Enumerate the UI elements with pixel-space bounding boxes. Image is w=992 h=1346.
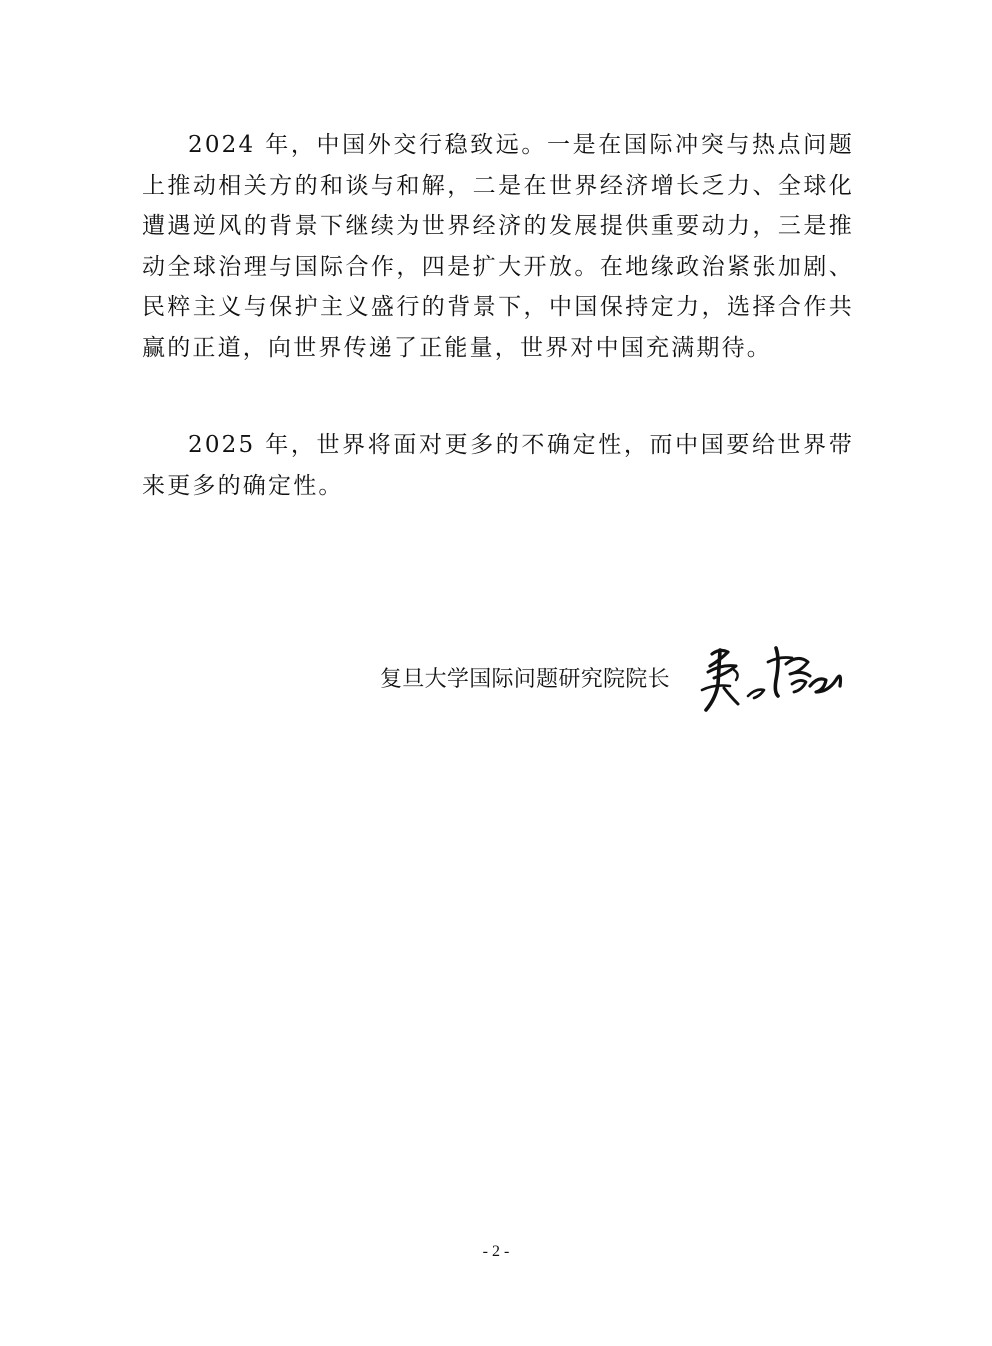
body-paragraph-1: 2024 年，中国外交行稳致远。一是在国际冲突与热点问题上推动相关方的和谈与和解，二是在世界经济增长乏力、全球化遭遇逆风的背景下继续为世界经济的发展提供重要动力，三是推动全球治理与国际合作，四是扩大开放。在地缘政治紧张加剧、民粹主义与保护主义盛行的背景下，中国保持定力，选择合作共赢的正道，向世界传递了正能量，世界对中国充满期待。 [142,132,854,361]
body-paragraph-2: 2025 年，世界将面对更多的不确定性，而中国要给世界带来更多的确定性。 [142,432,854,499]
signature-block [380,640,860,720]
handwritten-signature-icon [690,640,850,720]
signer-title: 复旦大学国际问题研究院院长 [380,667,670,692]
page-number: - 2 - [482,1243,510,1260]
